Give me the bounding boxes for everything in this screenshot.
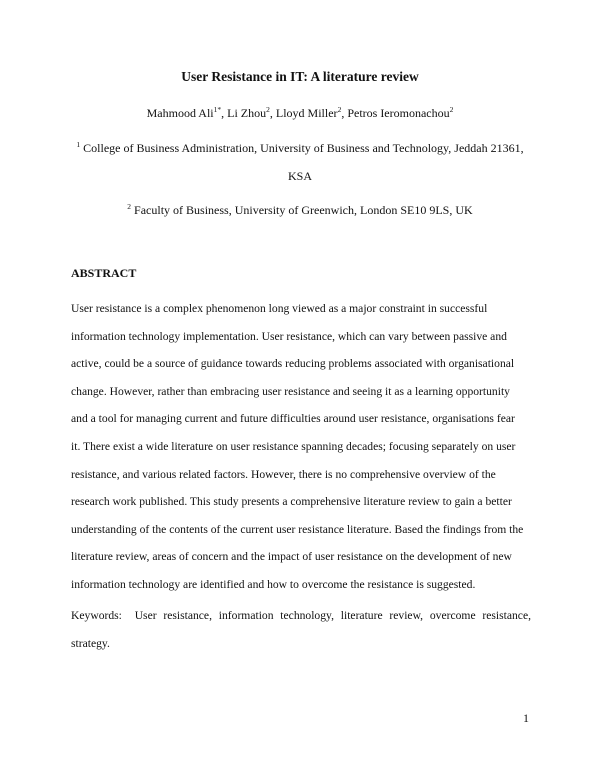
- author-list: Mahmood Ali$^{1*}$, Li Zhou$^2$, Lloyd Miller$^2$, Petros Ieromonachou$^2$: [146, 105, 454, 120]
- affiliation-1: [0, 141, 600, 156]
- affiliation-superscript: 1: [76, 140, 81, 149]
- abstract-line: it. There exist a wide literature on user resistance spanning decades; focusing separately on user: [71, 439, 516, 453]
- abstract-line: research work published. This study presents a comprehensive literature review to gain a better: [71, 495, 512, 509]
- affiliation-text: Faculty of Business, University of Greenwich, London SE10 9LS, UK: [134, 203, 473, 217]
- keywords-label: Keywords:: [71, 609, 122, 622]
- affiliation-2: [0, 203, 600, 218]
- author-superscript: 2: [266, 105, 270, 114]
- page-number: 1: [523, 711, 529, 725]
- author-name: Li Zhou: [227, 106, 267, 120]
- abstract-line: active, could be a source of guidance towards reducing problems associated with organisational: [71, 357, 515, 371]
- abstract-line: resistance, and various related factors. However, there is no comprehensive overview of the: [71, 467, 496, 481]
- abstract-heading: ABSTRACT: [71, 266, 137, 280]
- abstract-body: [71, 295, 531, 599]
- paper-title: User Resistance in IT: A literature review: [181, 69, 419, 84]
- affiliation-superscript: 2: [127, 202, 132, 211]
- affiliation-text: College of Business Administration, University of Business and Technology, Jeddah 21361,: [83, 141, 524, 155]
- author-name: Lloyd Miller: [275, 106, 338, 120]
- keywords-text: User resistance, information technology, literature review, overcome resistance, strategy.: [71, 609, 531, 650]
- author-superscript: 1*: [213, 105, 222, 114]
- abstract-line: information technology implementation. User resistance, which can vary between passive and: [71, 329, 507, 343]
- author-name: Petros Ieromonachou: [347, 106, 450, 120]
- abstract-line: literature review, areas of concern and the impact of user resistance on the development of new: [71, 550, 512, 564]
- abstract-line: information technology are identified and how to overcome the resistance is suggested.: [71, 577, 476, 591]
- abstract-line: understanding of the contents of the current user resistance literature. Based the findings from the: [71, 522, 524, 536]
- abstract-line: and a tool for managing current and future difficulties around user resistance, organisations fear: [71, 412, 515, 426]
- author-superscript: 2: [449, 105, 454, 114]
- affiliation-1-continued: KSA: [287, 169, 312, 183]
- author-superscript: 2: [337, 105, 342, 114]
- author-name: Mahmood Ali: [146, 106, 214, 120]
- abstract-line: change. However, rather than embracing user resistance and seeing it as a learning opportunity: [71, 384, 510, 398]
- keywords: [71, 602, 531, 658]
- abstract-line: User resistance is a complex phenomenon long viewed as a major constraint in successful: [71, 302, 488, 315]
